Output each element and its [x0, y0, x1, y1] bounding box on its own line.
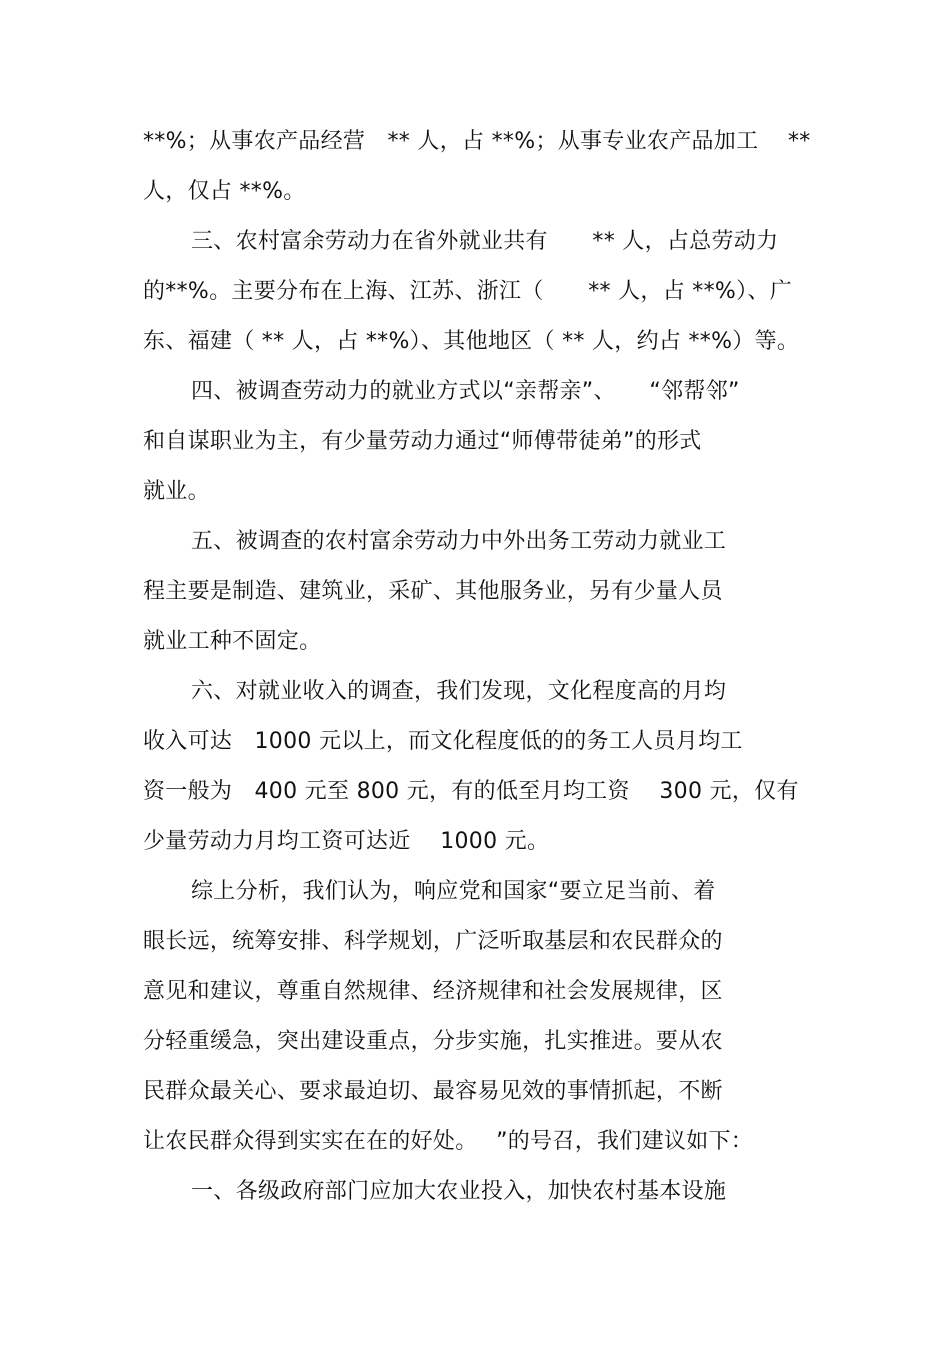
text-line: 民群众最关心、要求最迫切、最容易见效的事情抓起，不断: [143, 1079, 723, 1104]
text-line: 少量劳动力月均工资可达近 1000 元。: [143, 829, 550, 854]
text-line: **%；从事农产品经营 ** 人，占 **%；从事专业农产品加工 **: [143, 129, 811, 154]
text-line: 收入可达 1000 元以上，而文化程度低的的务工人员月均工: [143, 729, 743, 754]
text-line: 和自谋职业为主，有少量劳动力通过“师傅带徒弟”的形式: [143, 429, 702, 454]
text-line: 人，仅占 **%。: [143, 179, 306, 204]
text-line: 三、农村富余劳动力在省外就业共有 ** 人，占总劳动力: [191, 229, 779, 254]
text-line: 意见和建议，尊重自然规律、经济规律和社会发展规律，区: [143, 979, 723, 1004]
text-line: 东、福建（ ** 人，占 **%）、其他地区（ ** 人，约占 **%）等。: [143, 329, 800, 354]
text-line: 让农民群众得到实实在在的好处。 ”的号召，我们建议如下：: [143, 1129, 754, 1154]
text-line: 一、各级政府部门应加大农业投入，加快农村基本设施: [191, 1179, 727, 1204]
text-line: 六、对就业收入的调查，我们发现，文化程度高的月均: [191, 679, 727, 704]
text-line: 综上分析，我们认为，响应党和国家“要立足当前、着: [191, 879, 716, 904]
text-line: 就业工种不固定。: [143, 629, 322, 654]
text-line: 就业。: [143, 479, 210, 504]
text-line: 四、被调查劳动力的就业方式以“亲帮亲”、 “邻帮邻”: [191, 379, 740, 404]
text-line: 眼长远，统筹安排、科学规划，广泛听取基层和农民群众的: [143, 929, 723, 954]
text-line: 五、被调查的农村富余劳动力中外出务工劳动力就业工: [191, 529, 727, 554]
text-line: 资一般为 400 元至 800 元，有的低至月均工资 300 元，仅有: [143, 779, 799, 804]
text-line: 程主要是制造、建筑业，采矿、其他服务业，另有少量人员: [143, 579, 723, 604]
text-line: 的**%。主要分布在上海、江苏、浙江（ ** 人，占 **%）、广: [143, 279, 792, 304]
text-line: 分轻重缓急，突出建设重点，分步实施，扎实推进。要从农: [143, 1029, 723, 1054]
